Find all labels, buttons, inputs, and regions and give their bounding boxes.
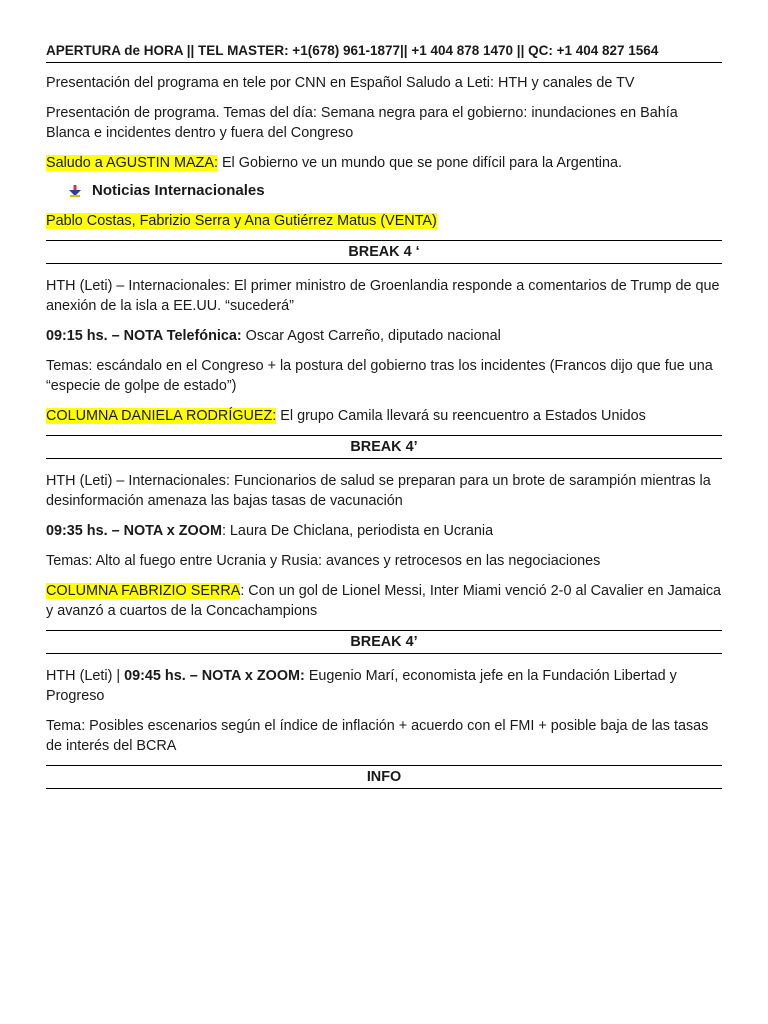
break-divider-3: BREAK 4’ (46, 630, 722, 654)
saludo-line (46, 153, 722, 173)
nota-time-1: 09:15 hs. – NOTA Telefónica: (46, 328, 242, 344)
break-divider-2: BREAK 4’ (46, 435, 722, 459)
nota-line-2 (46, 521, 722, 541)
info-divider: INFO (46, 765, 722, 789)
nota-guest-1: Oscar Agost Carreño, diputado nacional (241, 328, 501, 344)
nota-guest-2: : Laura De Chiclana, periodista en Ucrania (221, 523, 494, 539)
intro-paragraph-2: Presentación de programa. Temas del día: Semana negra para el gobierno: inundaciones en Bahía Blanca e incidentes dentro y fuera del Congreso (46, 105, 678, 141)
bullet-label: Noticias Internacionales (92, 182, 265, 199)
rundown-content (46, 42, 722, 801)
columna-text-2: : Con un gol de Lionel Messi, Inter Miami venció 2-0 al Cavalier en Jamaica y avanzó a cuartos de la Concachampions (46, 583, 722, 619)
hth-prefix-3: HTH (Leti) | (46, 668, 125, 684)
break-divider-1: BREAK 4 ‘ (46, 240, 722, 264)
tema-paragraph-3: Tema: Posibles escenarios según el índice de inflación + acuerdo con el FMI + posible baja de las tasas de interés del BCRA (46, 718, 709, 754)
saludo-highlight: Saludo a AGUSTIN MAZA: (46, 155, 218, 171)
hth-paragraph-2: HTH (Leti) – Internacionales: Funcionarios de salud se preparan para un brote de sarampión mientras la desinformación amenaza las bajas tasas de vacunación (46, 473, 711, 509)
hth-nota-line-3 (46, 666, 722, 706)
page-header: APERTURA de HORA || TEL MASTER: +1(678) 961-1877|| +1 404 878 1470 || QC: +1 404 827 1564 (46, 42, 722, 63)
columna-highlight-1: COLUMNA DANIELA RODRÍGUEZ: (46, 408, 277, 424)
intro-paragraph-1: Presentación del programa en tele por CNN en Español Saludo a Leti: HTH y canales de TV (46, 75, 635, 91)
venta-line (46, 211, 722, 231)
nota-line-1 (46, 326, 722, 346)
temas-paragraph-1: Temas: escándalo en el Congreso + la postura del gobierno tras los incidentes (Francos dijo que fue una “especie de golpe de estado”) (46, 358, 713, 394)
nota-time-3: 09:45 hs. – NOTA x ZOOM: (124, 668, 305, 684)
nota-time-2: 09:35 hs. – NOTA x ZOOM (46, 523, 222, 539)
nota-guest-3: Eugenio Marí, economista jefe en la Fundación Libertad y Progreso (46, 668, 677, 704)
saludo-text: El Gobierno ve un mundo que se pone difícil para la Argentina. (217, 155, 622, 171)
columna-line-2 (46, 581, 722, 621)
temas-paragraph-2: Temas: Alto al fuego entre Ucrania y Rusia: avances y retrocesos en las negociaciones (46, 553, 601, 569)
columna-line-1 (46, 406, 722, 426)
bullet-item (68, 181, 722, 201)
columna-text-1: El grupo Camila llevará su reencuentro a Estados Unidos (276, 408, 646, 424)
columna-highlight-2: COLUMNA FABRIZIO SERRA (46, 583, 241, 599)
bullet-arrow-icon (68, 184, 82, 198)
hth-paragraph-1: HTH (Leti) – Internacionales: El primer ministro de Groenlandia responde a comentarios de Trump de que anexión de la isla a EE.UU. “sucederá” (46, 278, 720, 314)
venta-highlight: Pablo Costas, Fabrizio Serra y Ana Gutiérrez Matus (VENTA) (46, 213, 437, 229)
